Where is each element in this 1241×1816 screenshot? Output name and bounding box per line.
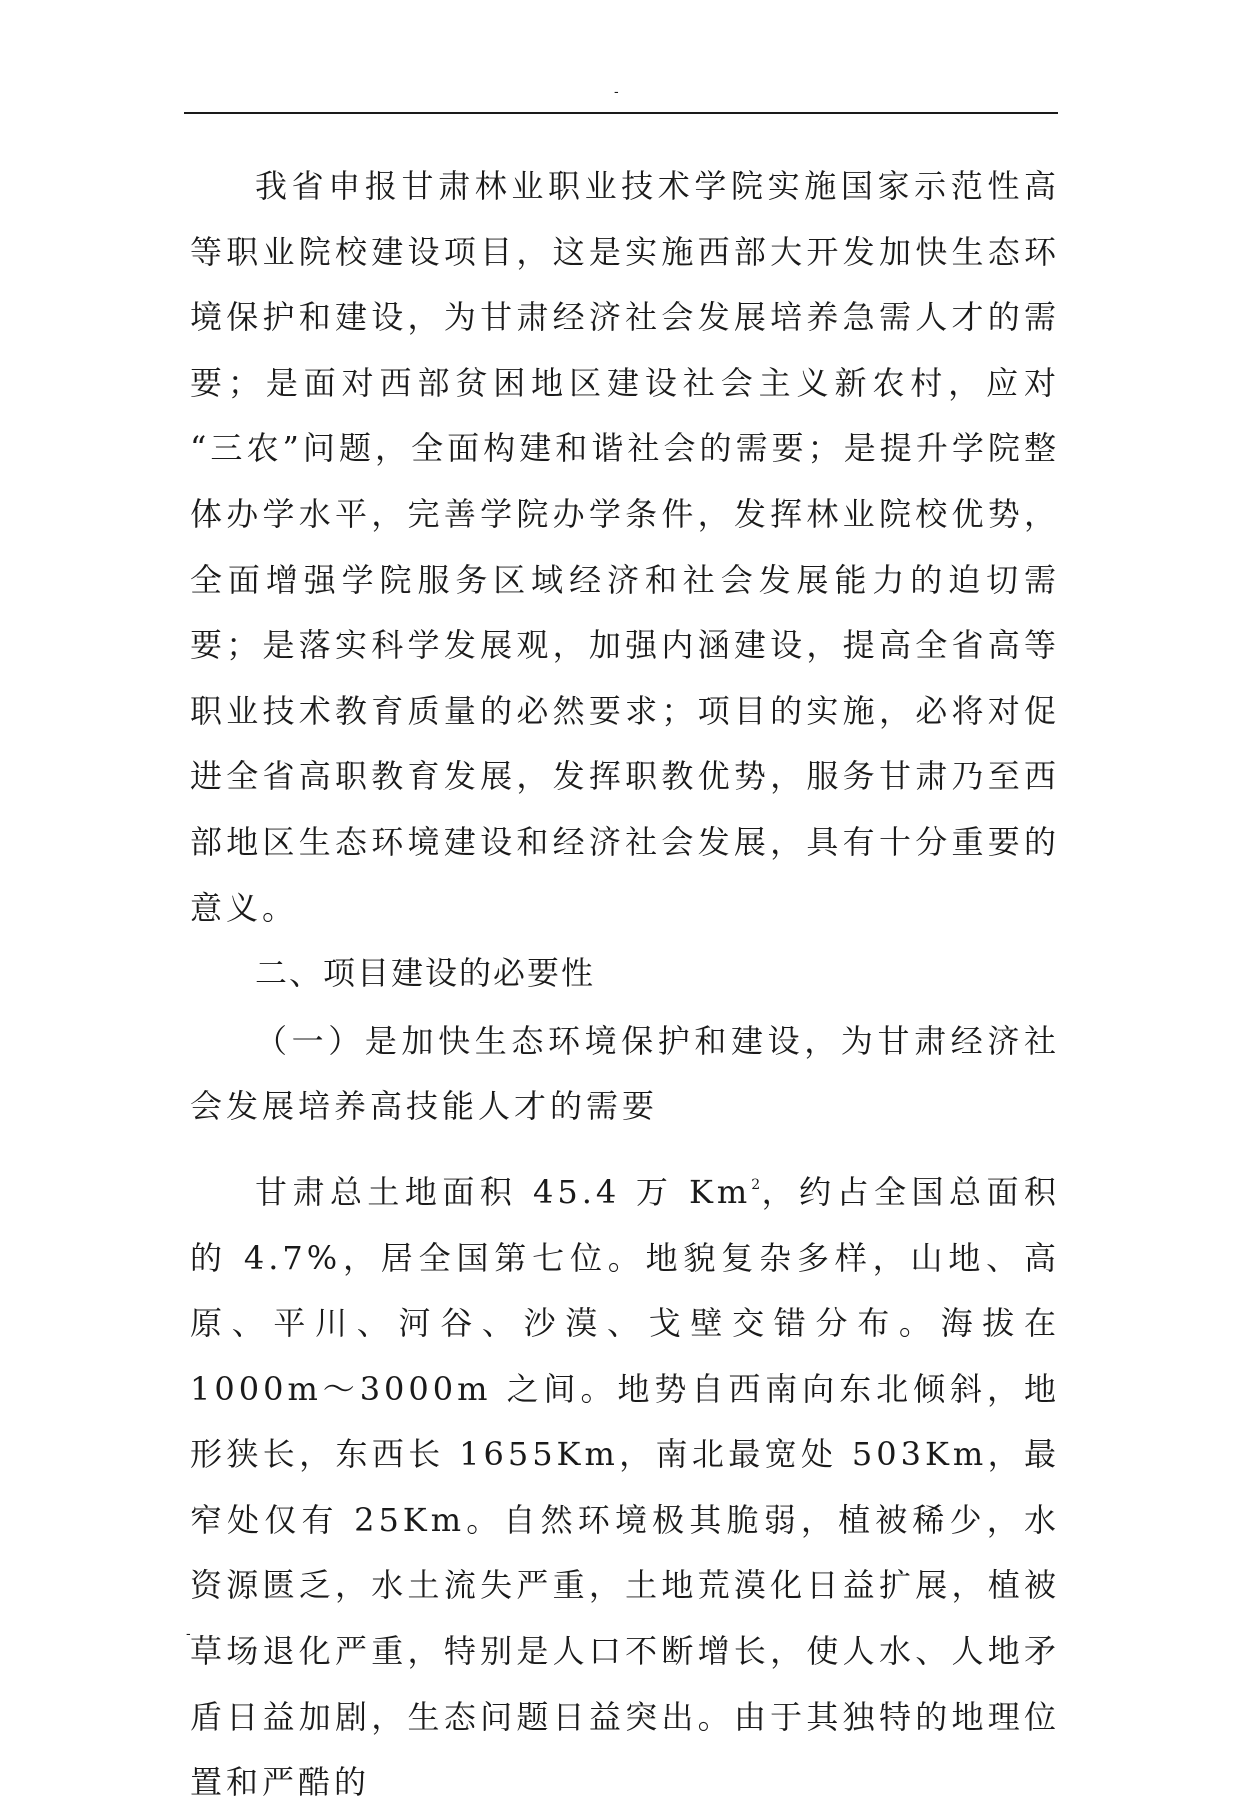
- header-rule: [184, 112, 1058, 114]
- section-heading: 二、项目建设的必要性: [255, 954, 596, 993]
- paragraph-text-start: 甘肃总土地面积 45.4 万 Km: [255, 1172, 752, 1211]
- superscript-2: 2: [751, 1176, 761, 1193]
- paragraph-gansu-land: [190, 1160, 1060, 1816]
- paragraph-text-rest: ，约占全国总面积的 4.7%，居全国第七位。地貌复杂多样，山地、高原、平川、河谷、沙漠、戈壁交错分布。海拔在 1000m～3000m 之间。地势自西南向东北倾斜，地形狭长，东西长 1655Km，南北最宽处 503Km，最窄处仅有 25Km。自然环境极其脆弱，植被稀少，水资源匮乏，水土流失严重，土地荒漠化日益扩展，植被草场退化严重，特别是人口不断增长，使人水、人地矛盾日益加剧，生态问题日益突出。由于其独特的地理位置和严酷的: [190, 1172, 1060, 1802]
- paragraph-intro: 我省申报甘肃林业职业技术学院实施国家示范性高等职业院校建设项目，这是实施西部大开发加快生态环境保护和建设，为甘肃经济社会发展培养急需人才的需要；是面对西部贫困地区建设社会主义新农村，应对 “三农”问题，全面构建和谐社会的需要；是提升学院整体办学水平，完善学院办学条件，发挥林业院校优势，全面增强学院服务区域经济和社会发展能力的迫切需要；是落实科学发展观，加强内涵建设，提高全省高等职业技术教育质量的必然要求；项目的实施，必将对促进全省高职教育发展，发挥职教优势，服务甘肃乃至西部地区生态环境建设和经济社会发展，具有十分重要的意义。: [190, 167, 1060, 927]
- document-body: [190, 154, 1060, 1816]
- footer-mark: -: [186, 1625, 191, 1641]
- subsection-heading: （一）是加快生态环境保护和建设，为甘肃经济社会发展培养高技能人才的需要: [190, 1021, 1060, 1126]
- header-mark: -: [614, 83, 619, 99]
